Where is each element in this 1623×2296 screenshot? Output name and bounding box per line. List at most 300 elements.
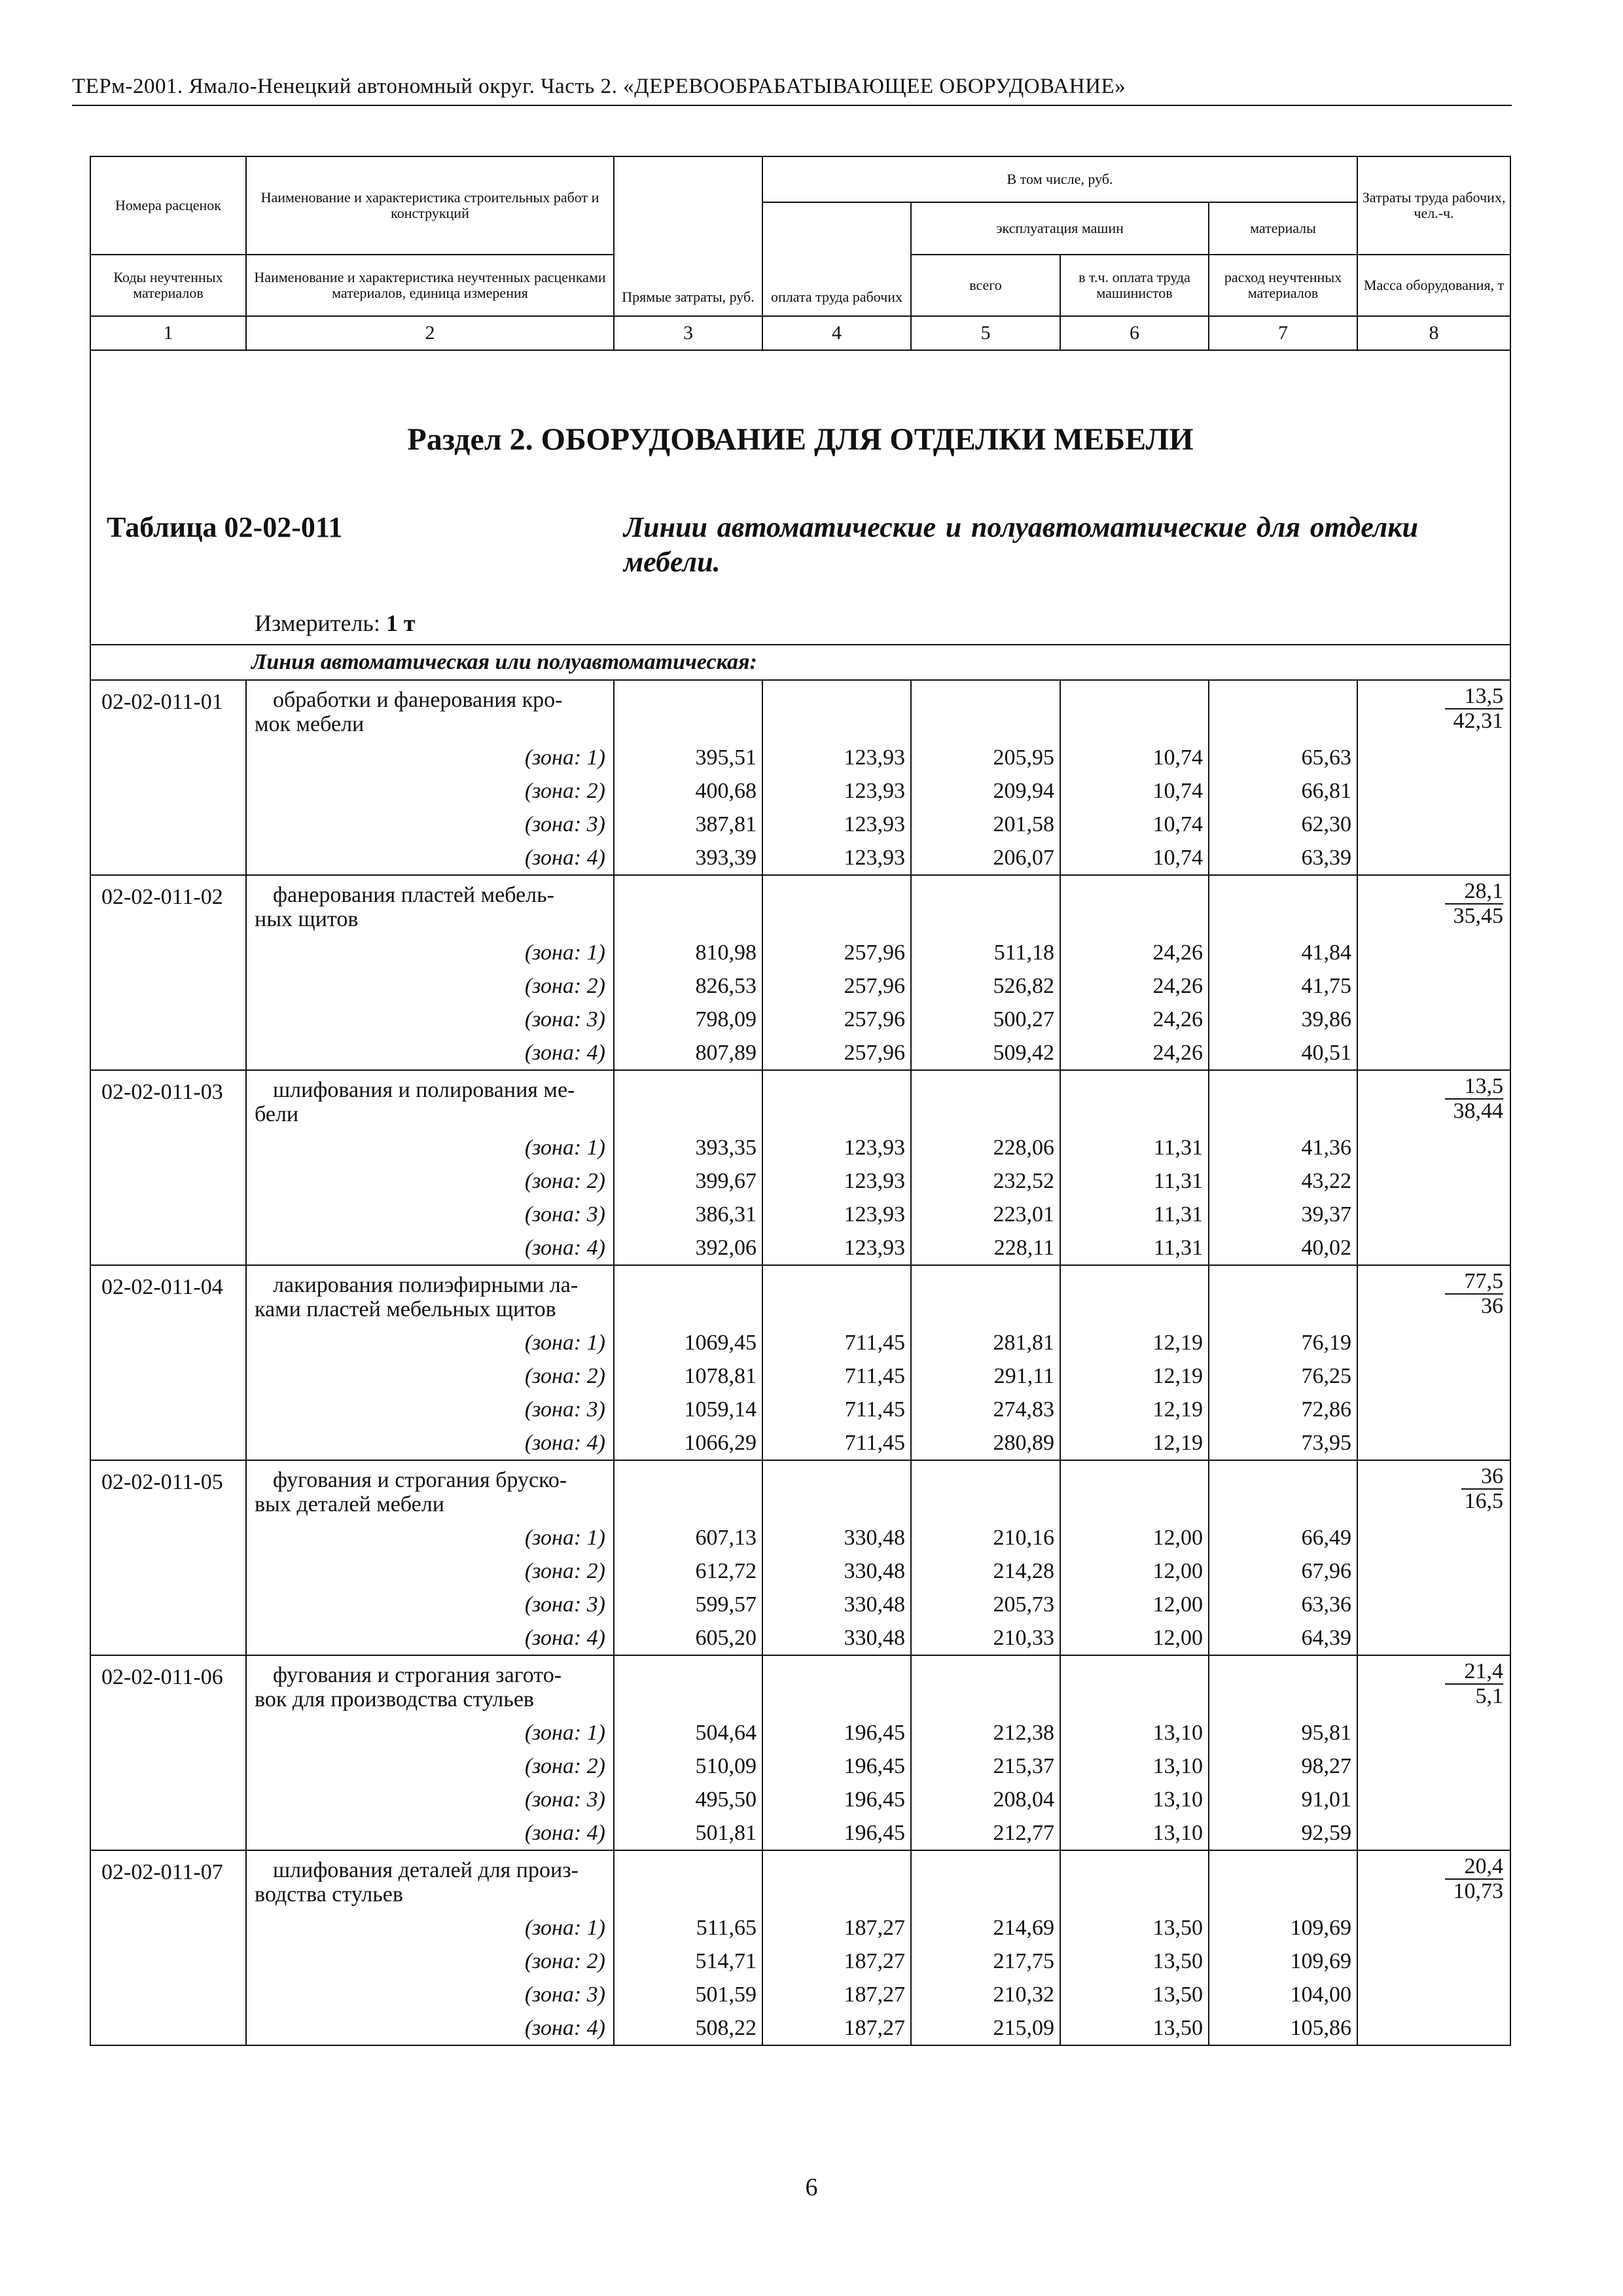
machinist-pay: 11,31 [1060,1131,1209,1164]
zone-row [90,741,1510,774]
empty-cell [911,1070,1060,1131]
machine-cost: 232,52 [911,1164,1060,1198]
machinist-pay: 13,10 [1060,1749,1209,1783]
labor-pay: 187,27 [762,1978,911,2011]
machinist-pay: 11,31 [1060,1231,1209,1265]
machinist-pay: 11,31 [1060,1164,1209,1198]
machine-cost: 291,11 [911,1359,1060,1393]
zone-row [90,1231,1510,1265]
empty-cell [1209,875,1357,936]
machine-cost: 214,28 [911,1554,1060,1588]
machinist-pay: 12,19 [1060,1326,1209,1359]
empty-cell [911,1655,1060,1716]
machinist-pay: 11,31 [1060,1198,1209,1231]
rate-code: 02-02-011-06 [90,1655,246,1850]
column-numbers-row [90,316,1510,350]
rate-name-line: бели [255,1102,299,1126]
page-number: 6 [805,2174,818,2201]
zone-label: (зона: 2) [246,1554,614,1588]
zone-label: (зона: 3) [246,808,614,841]
rate-name-line: ками пластей мебельных щитов [255,1297,556,1321]
labor-mass-fraction [1357,1460,1510,1655]
materials-header: материалы [1209,202,1357,255]
machinist-pay: 12,00 [1060,1621,1209,1655]
direct-cost: 605,20 [614,1621,762,1655]
zone-label: (зона: 1) [246,1131,614,1164]
zone-label: (зона: 3) [246,1588,614,1621]
materials-cost: 66,81 [1209,774,1357,808]
zone-row [90,1426,1510,1460]
machinist-pay: 12,00 [1060,1554,1209,1588]
machine-cost: 210,33 [911,1621,1060,1655]
labor-pay: 196,45 [762,1816,911,1850]
empty-cell [1209,1070,1357,1131]
col6-header: в т.ч. оплата труда машинистов [1060,255,1209,316]
materials-cost: 76,25 [1209,1359,1357,1393]
machinist-pay: 13,10 [1060,1716,1209,1749]
machine-cost: 280,89 [911,1426,1060,1460]
machinist-pay: 12,19 [1060,1426,1209,1460]
machine-cost: 212,38 [911,1716,1060,1749]
rate-row [90,1460,1510,1521]
labor-pay: 257,96 [762,1036,911,1070]
zone-row [90,1003,1510,1036]
labor-mass-fraction [1357,1850,1510,2045]
zone-label: (зона: 4) [246,1426,614,1460]
table-title: Линии автоматические и полуавтоматические для отделки мебели. [624,511,1419,578]
rate-name-line: фанерования пластей мебель- [273,882,554,907]
rate-name-line: мок мебели [255,712,365,736]
direct-cost: 1078,81 [614,1359,762,1393]
labor-mass-fraction [1357,1265,1510,1460]
labor-mass-fraction [1357,680,1510,875]
direct-cost: 399,67 [614,1164,762,1198]
machinist-pay: 24,26 [1060,936,1209,969]
empty-cell [1209,1265,1357,1326]
labor-cost: 21,4 [1445,1660,1504,1685]
zone-label: (зона: 2) [246,1359,614,1393]
materials-cost: 62,30 [1209,808,1357,841]
zone-label: (зона: 1) [246,936,614,969]
materials-cost: 41,75 [1209,969,1357,1003]
zone-row [90,808,1510,841]
direct-cost: 826,53 [614,969,762,1003]
machine-cost: 206,07 [911,841,1060,875]
col8-header-a: Затраты труда рабочих, чел.-ч. [1357,156,1510,255]
direct-cost: 508,22 [614,2011,762,2045]
rate-row [90,1655,1510,1716]
materials-cost: 109,69 [1209,1911,1357,1945]
header-rule [72,105,1512,106]
labor-pay: 123,93 [762,808,911,841]
zone-row [90,1621,1510,1655]
empty-cell [762,1070,911,1131]
materials-cost: 39,37 [1209,1198,1357,1231]
zone-row [90,1326,1510,1359]
rate-code: 02-02-011-02 [90,875,246,1070]
column-number: 2 [246,316,614,350]
direct-cost: 392,06 [614,1231,762,1265]
empty-cell [1060,680,1209,741]
empty-cell [1209,1655,1357,1716]
materials-cost: 104,00 [1209,1978,1357,2011]
rate-name [246,875,614,936]
direct-cost: 511,65 [614,1911,762,1945]
zone-label: (зона: 3) [246,1393,614,1426]
zone-row [90,1131,1510,1164]
labor-cost: 13,5 [1445,685,1504,709]
machine-cost: 205,73 [911,1588,1060,1621]
labor-pay: 330,48 [762,1521,911,1554]
zone-row [90,1359,1510,1393]
empty-cell [614,680,762,741]
zone-label: (зона: 4) [246,1816,614,1850]
rate-code: 02-02-011-05 [90,1460,246,1655]
rate-row [90,875,1510,936]
machinist-pay: 13,50 [1060,1978,1209,2011]
zone-label: (зона: 4) [246,1231,614,1265]
materials-cost: 73,95 [1209,1426,1357,1460]
machinist-pay: 10,74 [1060,808,1209,841]
empty-cell [762,1460,911,1521]
zone-label: (зона: 1) [246,1326,614,1359]
machine-cost: 228,11 [911,1231,1060,1265]
price-table [90,156,1511,2046]
col5-header: всего [911,255,1060,316]
labor-pay: 257,96 [762,969,911,1003]
zone-row [90,1588,1510,1621]
labor-pay: 711,45 [762,1359,911,1393]
running-header: ТЕРм-2001. Ямало-Ненецкий автономный округ. Часть 2. «ДЕРЕВООБРАБАТЫВАЮЩЕЕ ОБОРУДОВАНИЕ» [72,75,1126,98]
materials-cost: 67,96 [1209,1554,1357,1588]
machine-cost: 509,42 [911,1036,1060,1070]
equipment-mass: 42,31 [1453,708,1504,733]
zone-label: (зона: 1) [246,1911,614,1945]
labor-pay: 711,45 [762,1426,911,1460]
machine-cost: 223,01 [911,1198,1060,1231]
empty-cell [762,1265,911,1326]
rate-row [90,1265,1510,1326]
machine-cost: 205,95 [911,741,1060,774]
empty-cell [1060,875,1209,936]
rate-name [246,680,614,741]
direct-cost: 395,51 [614,741,762,774]
empty-cell [614,875,762,936]
zone-row [90,1164,1510,1198]
direct-cost: 807,89 [614,1036,762,1070]
labor-pay: 330,48 [762,1588,911,1621]
zone-row [90,1198,1510,1231]
zone-label: (зона: 2) [246,969,614,1003]
column-number: 1 [90,316,246,350]
group-caption-spacer [90,645,246,680]
materials-cost: 63,36 [1209,1588,1357,1621]
direct-cost: 501,81 [614,1816,762,1850]
rate-name-line: ных щитов [255,907,359,931]
direct-cost: 501,59 [614,1978,762,2011]
materials-cost: 41,36 [1209,1131,1357,1164]
empty-cell [1209,1850,1357,1911]
table-code: Таблица 02-02-011 [107,511,343,543]
equipment-mass: 5,1 [1475,1683,1504,1708]
zone-label: (зона: 2) [246,1164,614,1198]
direct-cost: 495,50 [614,1783,762,1816]
labor-cost: 28,1 [1445,880,1504,905]
col4-header: оплата труда рабочих [762,202,911,316]
machinist-pay: 24,26 [1060,1003,1209,1036]
materials-cost: 63,39 [1209,841,1357,875]
labor-pay: 330,48 [762,1554,911,1588]
zone-row [90,841,1510,875]
column-number: 5 [911,316,1060,350]
empty-cell [1060,1265,1209,1326]
materials-cost: 72,86 [1209,1393,1357,1426]
empty-cell [614,1265,762,1326]
rate-code: 02-02-011-07 [90,1850,246,2045]
rate-name [246,1070,614,1131]
labor-pay: 330,48 [762,1621,911,1655]
materials-cost: 65,63 [1209,741,1357,774]
rate-name-line: фугования и строгания загото- [273,1662,562,1687]
section-title: Раздел 2. ОБОРУДОВАНИЕ ДЛЯ ОТДЕЛКИ МЕБЕЛИ [407,422,1194,457]
col2-header-b: Наименование и характеристика неучтенных расценками материалов, единица измерения [246,255,614,316]
zone-row [90,2011,1510,2045]
zone-row [90,1749,1510,1783]
empty-cell [762,875,911,936]
machinist-pay: 24,26 [1060,969,1209,1003]
labor-pay: 123,93 [762,1164,911,1198]
col1-header-a: Номера расценок [90,156,246,255]
zone-label: (зона: 1) [246,741,614,774]
labor-cost: 20,4 [1445,1855,1504,1880]
empty-cell [1060,1070,1209,1131]
labor-pay: 196,45 [762,1749,911,1783]
zone-row [90,969,1510,1003]
rate-name-line: лакирования полиэфирными ла- [273,1272,579,1297]
materials-cost: 98,27 [1209,1749,1357,1783]
zone-row [90,936,1510,969]
labor-cost: 36 [1461,1465,1503,1490]
machine-cost: 511,18 [911,936,1060,969]
materials-cost: 91,01 [1209,1783,1357,1816]
rate-name [246,1265,614,1326]
zone-label: (зона: 3) [246,1783,614,1816]
empty-cell [762,1655,911,1716]
zone-label: (зона: 4) [246,1621,614,1655]
materials-cost: 105,86 [1209,2011,1357,2045]
machinist-pay: 13,10 [1060,1816,1209,1850]
equipment-mass: 38,44 [1453,1098,1504,1123]
materials-cost: 40,02 [1209,1231,1357,1265]
equipment-mass: 16,5 [1464,1488,1504,1513]
price-table-page [90,156,1510,2046]
machinist-pay: 13,10 [1060,1783,1209,1816]
labor-pay: 123,93 [762,1131,911,1164]
equipment-mass: 36 [1481,1293,1504,1318]
materials-cost: 92,59 [1209,1816,1357,1850]
machine-cost: 210,32 [911,1978,1060,2011]
labor-cost: 77,5 [1445,1270,1504,1295]
rate-name [246,1460,614,1521]
direct-cost: 510,09 [614,1749,762,1783]
direct-cost: 810,98 [614,936,762,969]
zone-label: (зона: 3) [246,1003,614,1036]
rate-name-line: вых деталей мебели [255,1492,444,1516]
col3-header: Прямые затраты, руб. [614,156,762,316]
direct-cost: 387,81 [614,808,762,841]
zone-label: (зона: 2) [246,774,614,808]
labor-pay: 123,93 [762,1198,911,1231]
section-block [90,350,1510,645]
rate-name-line: вок для производства стульев [255,1687,534,1712]
machinist-pay: 10,74 [1060,774,1209,808]
labor-pay: 123,93 [762,774,911,808]
empty-cell [1060,1655,1209,1716]
zone-label: (зона: 4) [246,1036,614,1070]
labor-pay: 123,93 [762,741,911,774]
direct-cost: 504,64 [614,1716,762,1749]
zone-row [90,1783,1510,1816]
materials-cost: 41,84 [1209,936,1357,969]
zone-label: (зона: 3) [246,1198,614,1231]
direct-cost: 400,68 [614,774,762,808]
machinist-pay: 10,74 [1060,841,1209,875]
machinist-pay: 13,50 [1060,1945,1209,1978]
equipment-mass: 10,73 [1453,1878,1504,1903]
machine-cost: 526,82 [911,969,1060,1003]
machine-cost: 201,58 [911,808,1060,841]
column-number: 8 [1357,316,1510,350]
empty-cell [614,1460,762,1521]
machine-cost: 228,06 [911,1131,1060,1164]
machine-cost: 214,69 [911,1911,1060,1945]
zone-label: (зона: 1) [246,1521,614,1554]
machinist-pay: 12,00 [1060,1521,1209,1554]
machinist-pay: 24,26 [1060,1036,1209,1070]
materials-cost: 109,69 [1209,1945,1357,1978]
empty-cell [614,1070,762,1131]
zone-row [90,1554,1510,1588]
machine-cost: 500,27 [911,1003,1060,1036]
labor-pay: 711,45 [762,1326,911,1359]
labor-pay: 187,27 [762,1911,911,1945]
machine-cost: 212,77 [911,1816,1060,1850]
machine-cost: 274,83 [911,1393,1060,1426]
machinist-pay: 12,00 [1060,1588,1209,1621]
col2-header-a: Наименование и характеристика строительных работ и конструкций [246,156,614,255]
rate-name-line: водства стульев [255,1882,403,1907]
unit-line [255,609,416,637]
zone-label: (зона: 3) [246,1978,614,2011]
labor-pay: 257,96 [762,936,911,969]
rate-row [90,1070,1510,1131]
unit-value: 1 т [385,610,416,636]
materials-cost: 66,49 [1209,1521,1357,1554]
empty-cell [1060,1460,1209,1521]
labor-pay: 711,45 [762,1393,911,1426]
labor-pay: 196,45 [762,1716,911,1749]
empty-cell [1209,680,1357,741]
machinist-pay: 12,19 [1060,1393,1209,1426]
col7-header: расход неучтенных материалов [1209,255,1357,316]
empty-cell [911,1850,1060,1911]
machines-header: эксплуатация машин [911,202,1209,255]
group-caption: Линия автоматическая или полуавтоматическая: [246,645,1510,680]
machinist-pay: 12,19 [1060,1359,1209,1393]
direct-cost: 386,31 [614,1198,762,1231]
unit-label: Измеритель: [255,610,380,636]
materials-cost: 64,39 [1209,1621,1357,1655]
machinist-pay: 10,74 [1060,741,1209,774]
zone-label: (зона: 2) [246,1749,614,1783]
rate-code: 02-02-011-03 [90,1070,246,1265]
labor-pay: 123,93 [762,841,911,875]
empty-cell [911,875,1060,936]
rate-name-line: шлифования и полирования ме- [273,1077,575,1102]
zone-row [90,774,1510,808]
machine-cost: 210,16 [911,1521,1060,1554]
labor-pay: 187,27 [762,2011,911,2045]
rate-code: 02-02-011-01 [90,680,246,875]
labor-pay: 187,27 [762,1945,911,1978]
machine-cost: 215,09 [911,2011,1060,2045]
materials-cost: 76,19 [1209,1326,1357,1359]
empty-cell [762,1850,911,1911]
direct-cost: 1066,29 [614,1426,762,1460]
zone-row [90,1521,1510,1554]
equipment-mass: 35,45 [1453,903,1504,928]
machinist-pay: 13,50 [1060,1911,1209,1945]
labor-pay: 196,45 [762,1783,911,1816]
zone-row [90,1716,1510,1749]
rate-name [246,1655,614,1716]
materials-cost: 40,51 [1209,1036,1357,1070]
empty-cell [911,680,1060,741]
zone-row [90,1978,1510,2011]
direct-cost: 607,13 [614,1521,762,1554]
zone-row [90,1393,1510,1426]
labor-pay: 123,93 [762,1231,911,1265]
col8-header-b: Масса оборудования, т [1357,255,1510,316]
direct-cost: 514,71 [614,1945,762,1978]
machine-cost: 215,37 [911,1749,1060,1783]
machine-cost: 281,81 [911,1326,1060,1359]
labor-mass-fraction [1357,875,1510,1070]
zone-label: (зона: 4) [246,2011,614,2045]
column-number: 4 [762,316,911,350]
column-number: 6 [1060,316,1209,350]
empty-cell [1060,1850,1209,1911]
column-number: 7 [1209,316,1357,350]
labor-mass-fraction [1357,1070,1510,1265]
direct-cost: 1059,14 [614,1393,762,1426]
machinist-pay: 13,50 [1060,2011,1209,2045]
rate-name [246,1850,614,1911]
zone-label: (зона: 1) [246,1716,614,1749]
zone-row [90,1036,1510,1070]
zone-label: (зона: 4) [246,841,614,875]
zone-label: (зона: 2) [246,1945,614,1978]
direct-cost: 612,72 [614,1554,762,1588]
rate-name-line: фугования и строгания бруско- [273,1467,567,1492]
empty-cell [1209,1460,1357,1521]
direct-cost: 393,39 [614,841,762,875]
table-body [90,680,1510,2045]
zone-row [90,1911,1510,1945]
direct-cost: 1069,45 [614,1326,762,1359]
machine-cost: 217,75 [911,1945,1060,1978]
rate-row [90,680,1510,741]
